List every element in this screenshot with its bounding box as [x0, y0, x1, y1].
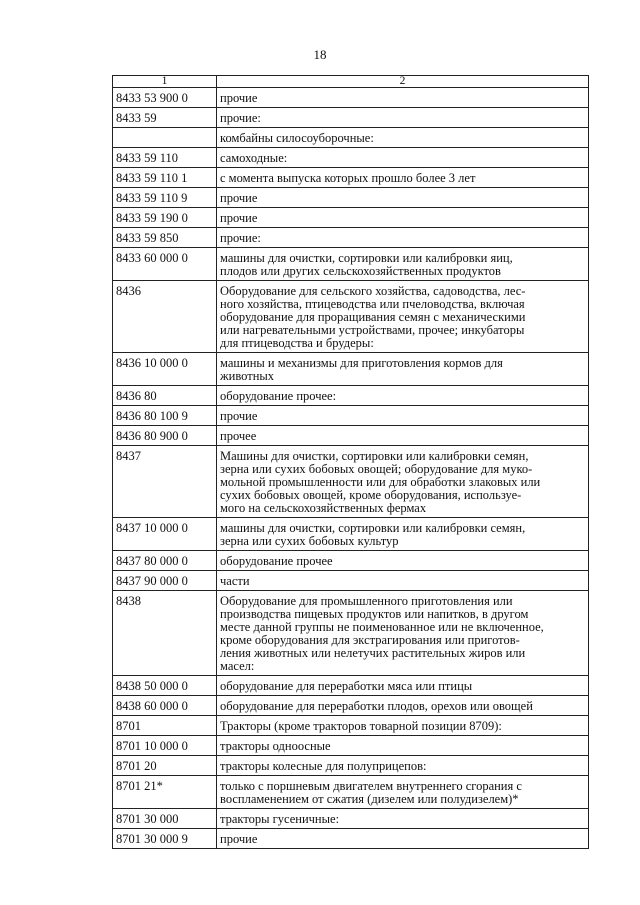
table-row [113, 446, 589, 518]
description-cell: оборудование прочее: [217, 386, 589, 406]
tariff-code-cell: 8438 50 000 0 [113, 676, 217, 696]
description-cell: прочие [217, 208, 589, 228]
table-row [113, 281, 589, 353]
table-row [113, 353, 589, 386]
description-cell: прочие [217, 829, 589, 849]
description-cell: оборудование прочее [217, 551, 589, 571]
description-cell: только с поршневым двигателем внутреннего сгорания с воспламенением от сжатия (дизелем или полудизелем)* [217, 776, 589, 809]
table-row [113, 736, 589, 756]
description-cell: тракторы гусеничные: [217, 809, 589, 829]
tariff-code-cell: 8433 59 110 1 [113, 168, 217, 188]
table-row [113, 829, 589, 849]
tariff-code-cell: 8436 10 000 0 [113, 353, 217, 386]
description-cell: машины для очистки, сортировки или калибровки яиц, плодов или других сельскохозяйственных продуктов [217, 248, 589, 281]
table-row [113, 551, 589, 571]
table-row [113, 809, 589, 829]
table-row [113, 676, 589, 696]
table-row [113, 426, 589, 446]
table-row [113, 188, 589, 208]
table-row [113, 756, 589, 776]
description-cell: машины и механизмы для приготовления кормов для животных [217, 353, 589, 386]
tariff-table [112, 75, 589, 849]
tariff-code-cell: 8433 59 110 9 [113, 188, 217, 208]
tariff-code-cell: 8433 59 190 0 [113, 208, 217, 228]
description-cell: оборудование для переработки мяса или птицы [217, 676, 589, 696]
description-cell: оборудование для переработки плодов, орехов или овощей [217, 696, 589, 716]
table-row [113, 168, 589, 188]
description-cell: Оборудование для промышленного приготовления или производства пищевых продуктов или напитков, в другом месте данной группы не поименованное или не включенное, кроме оборудования для экстрагирования или приготов- ления животных или нелетучих растительных жиров или масел: [217, 591, 589, 676]
tariff-code-cell: 8433 59 [113, 108, 217, 128]
tariff-code-cell: 8436 80 [113, 386, 217, 406]
tariff-code-cell: 8433 53 900 0 [113, 88, 217, 108]
description-cell: Машины для очистки, сортировки или калибровки семян, зерна или сухих бобовых овощей; оборудование для муко- мольной промышленности или для обработки злаковых или сухих бобовых овощей, кроме оборудования, используе- мого на сельскохозяйственных фермах [217, 446, 589, 518]
tariff-code-cell: 8701 10 000 0 [113, 736, 217, 756]
tariff-code-cell: 8701 21* [113, 776, 217, 809]
column-header-1: 1 [113, 76, 217, 88]
tariff-code-cell: 8438 [113, 591, 217, 676]
table-row [113, 248, 589, 281]
tariff-code-cell [113, 128, 217, 148]
tariff-code-cell: 8433 60 000 0 [113, 248, 217, 281]
tariff-code-cell: 8433 59 110 [113, 148, 217, 168]
tariff-code-cell: 8436 80 100 9 [113, 406, 217, 426]
description-cell: прочие: [217, 108, 589, 128]
tariff-code-cell: 8701 20 [113, 756, 217, 776]
tariff-code-cell: 8437 90 000 0 [113, 571, 217, 591]
tariff-code-cell: 8437 10 000 0 [113, 518, 217, 551]
table-body [113, 88, 589, 849]
description-cell: части [217, 571, 589, 591]
table-row [113, 386, 589, 406]
table-row [113, 228, 589, 248]
table-row [113, 518, 589, 551]
tariff-code-cell: 8433 59 850 [113, 228, 217, 248]
table-row [113, 776, 589, 809]
description-cell: Тракторы (кроме тракторов товарной позиции 8709): [217, 716, 589, 736]
description-cell: машины для очистки, сортировки или калибровки семян, зерна или сухих бобовых культур [217, 518, 589, 551]
description-cell: прочее [217, 426, 589, 446]
column-header-2: 2 [217, 76, 589, 88]
description-cell: тракторы одноосные [217, 736, 589, 756]
description-cell: тракторы колесные для полуприцепов: [217, 756, 589, 776]
tariff-code-cell: 8437 80 000 0 [113, 551, 217, 571]
description-cell: прочие [217, 188, 589, 208]
description-cell: с момента выпуска которых прошло более 3 лет [217, 168, 589, 188]
table-row [113, 208, 589, 228]
tariff-code-cell: 8438 60 000 0 [113, 696, 217, 716]
description-cell: прочие: [217, 228, 589, 248]
table-row [113, 696, 589, 716]
description-cell: прочие [217, 88, 589, 108]
table-row [113, 148, 589, 168]
table-header-row [113, 76, 589, 88]
table-row [113, 128, 589, 148]
description-cell: самоходные: [217, 148, 589, 168]
table-row [113, 716, 589, 736]
tariff-code-cell: 8701 30 000 9 [113, 829, 217, 849]
table-row [113, 591, 589, 676]
tariff-code-cell: 8701 [113, 716, 217, 736]
tariff-code-cell: 8436 80 900 0 [113, 426, 217, 446]
table-row [113, 571, 589, 591]
table-row [113, 406, 589, 426]
description-cell: прочие [217, 406, 589, 426]
table-row [113, 88, 589, 108]
description-cell: Оборудование для сельского хозяйства, садоводства, лес- ного хозяйства, птицеводства или пчеловодства, включая оборудование для проращивания семян с механическими или нагревательными устройствами, прочее; инкубаторы для птицеводства и брудеры: [217, 281, 589, 353]
table-row [113, 108, 589, 128]
description-cell: комбайны силосоуборочные: [217, 128, 589, 148]
tariff-code-cell: 8436 [113, 281, 217, 353]
tariff-code-cell: 8701 30 000 [113, 809, 217, 829]
tariff-code-cell: 8437 [113, 446, 217, 518]
page-number: 18 [313, 47, 327, 62]
